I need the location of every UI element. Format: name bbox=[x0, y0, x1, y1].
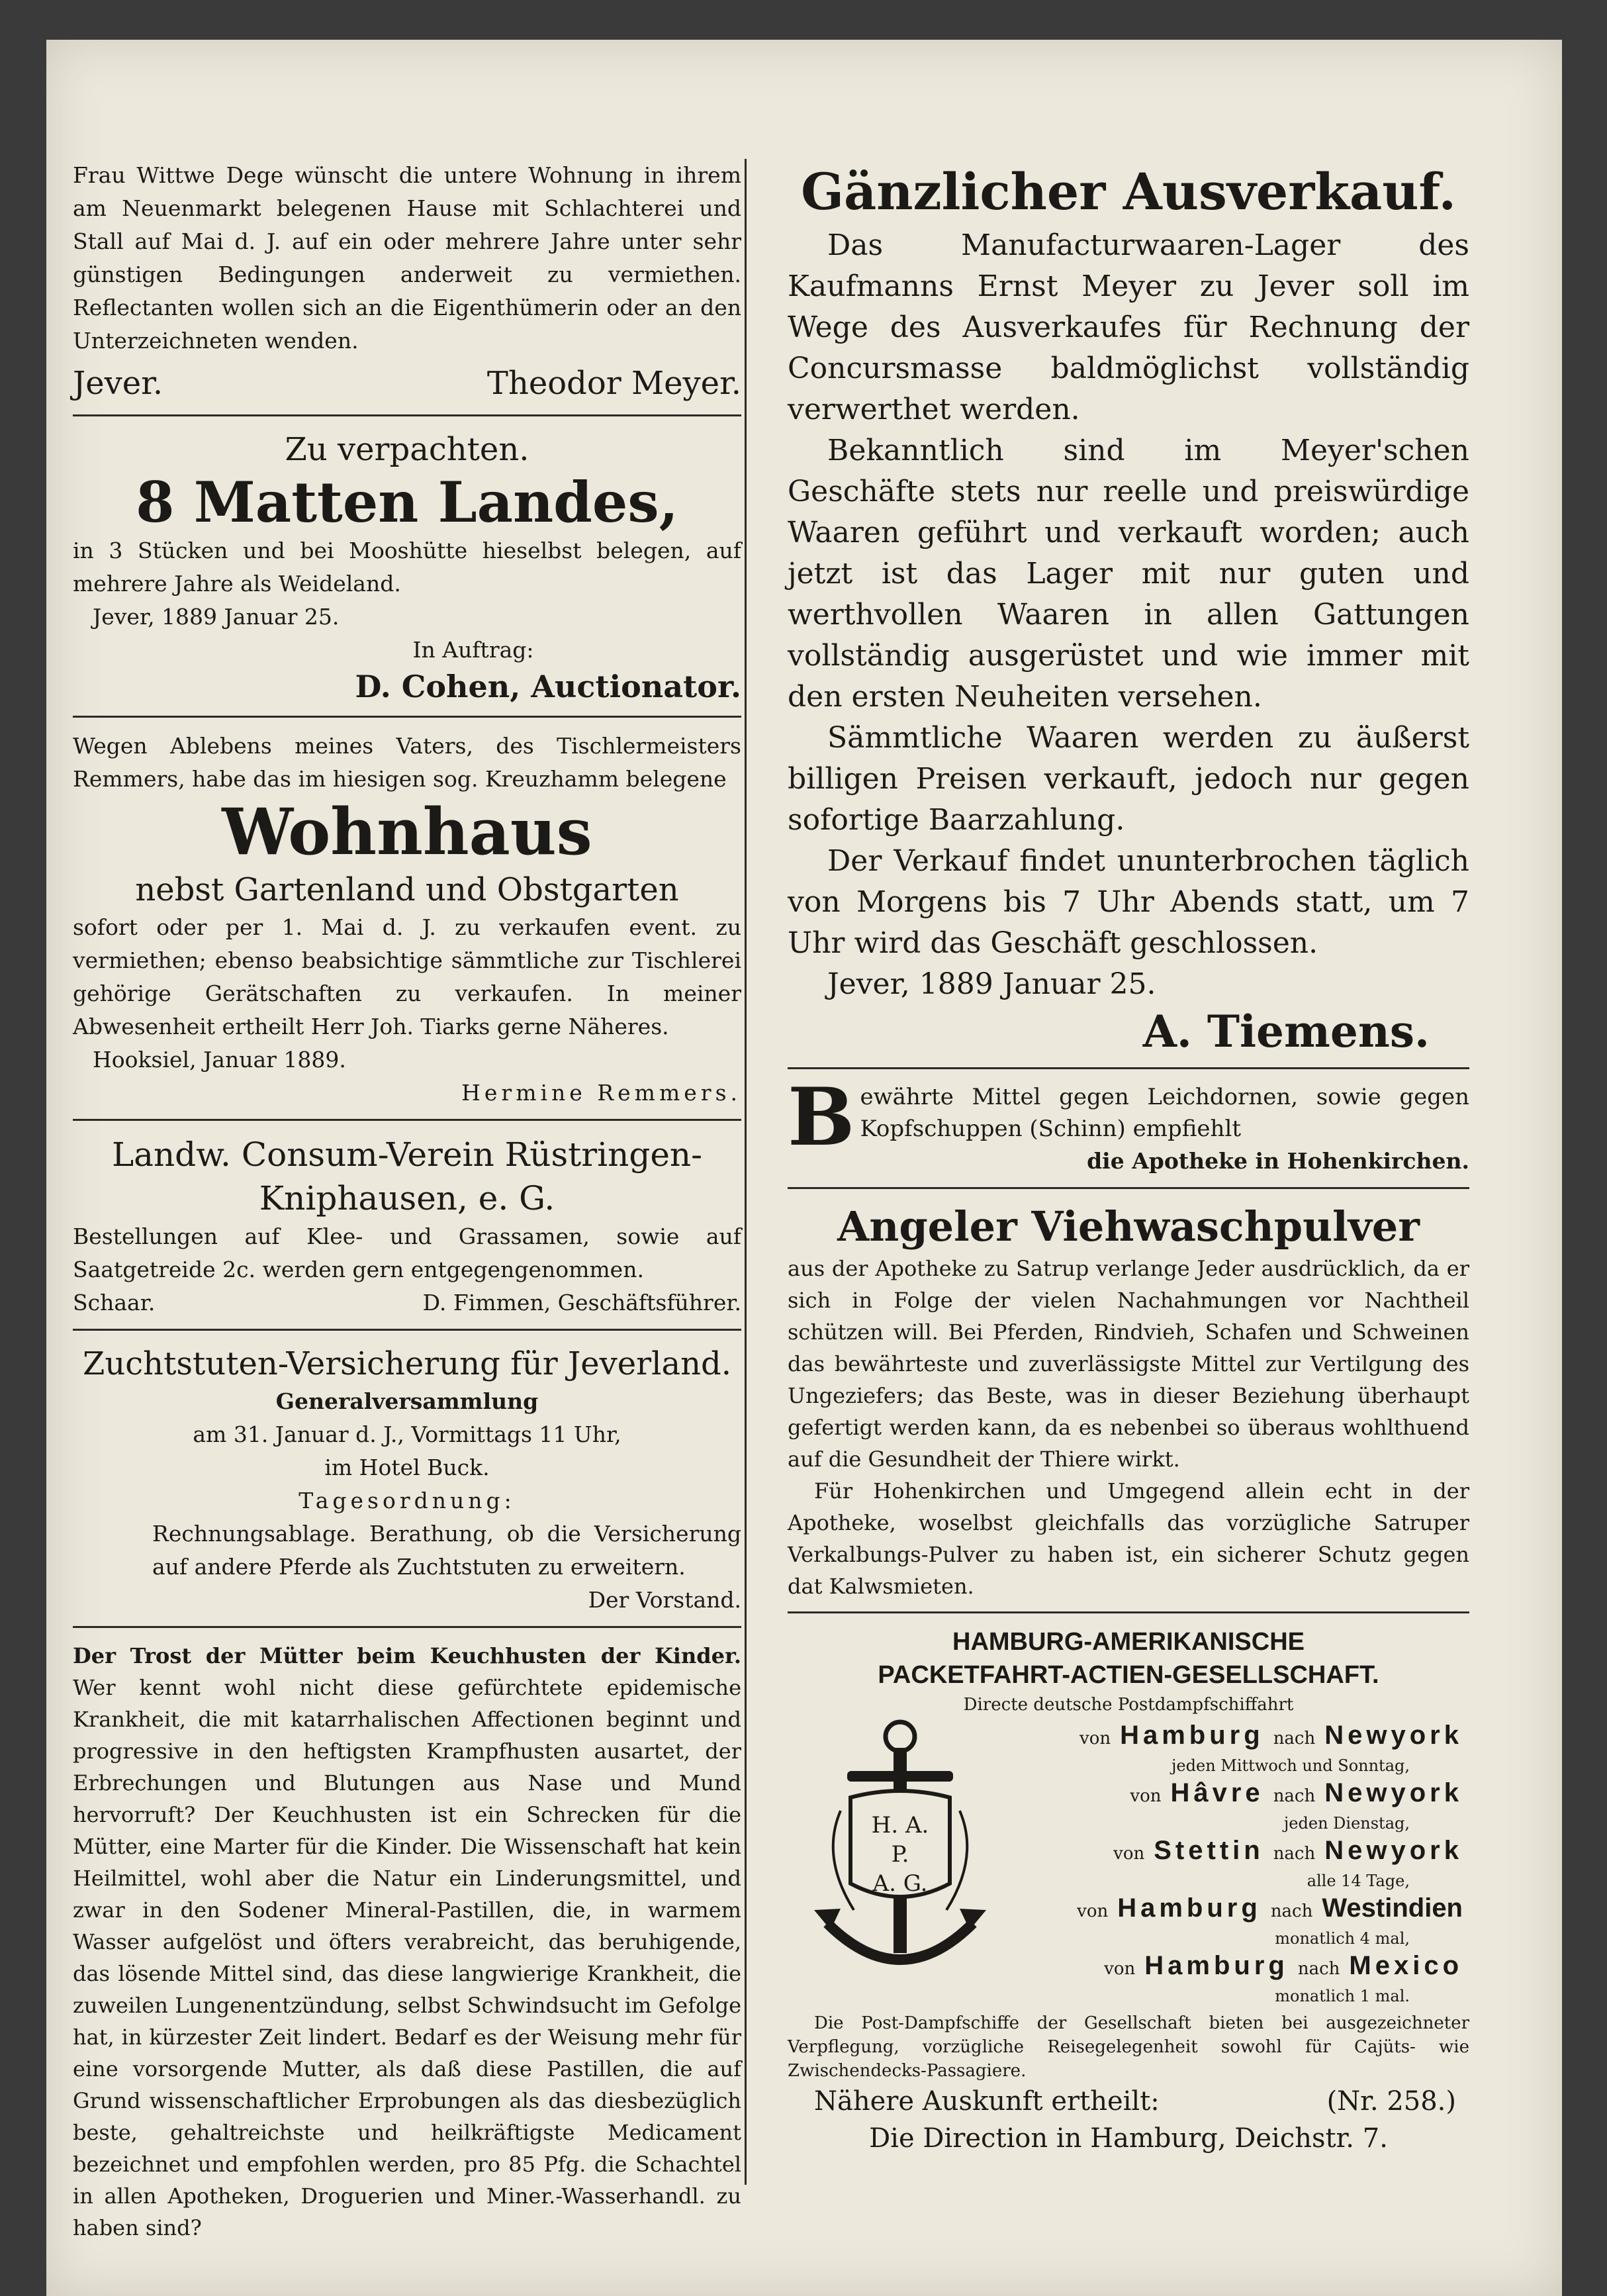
ad-number: (Nr. 258.) bbox=[1326, 2086, 1456, 2117]
route-to: Westindien bbox=[1322, 1893, 1463, 1923]
ad-intro: Wegen Ablebens meines Vaters, des Tischlermeisters Remmers, habe das im hiesigen sog. Kreuzhamm belegene bbox=[73, 733, 741, 792]
ad-date: Hooksiel, Januar 1889. bbox=[93, 1047, 346, 1073]
ad-title: Landw. Consum-Verein Rüstringen-Kniphausen, e. G. bbox=[111, 1135, 703, 1218]
right-column bbox=[788, 159, 1469, 2157]
anchor-emblem bbox=[801, 1711, 999, 1996]
ad-date: am 31. Januar d. J., Vormittags 11 Uhr, bbox=[193, 1421, 621, 1447]
rule bbox=[73, 716, 741, 718]
rule bbox=[73, 1329, 741, 1331]
ad-keuchhusten bbox=[73, 1640, 741, 2244]
ad-commission: In Auftrag: bbox=[412, 637, 534, 663]
rule bbox=[73, 1626, 741, 1628]
ad-place: Jever. bbox=[73, 365, 163, 402]
ad-signer: D. Cohen, Auctionator. bbox=[355, 669, 741, 704]
route-to: Mexico bbox=[1349, 1951, 1463, 1980]
route-to-word: nach bbox=[1273, 1844, 1316, 1864]
rule bbox=[788, 1611, 1469, 1613]
ad-viehwaschpulver bbox=[788, 1201, 1469, 1602]
ad-venue: im Hotel Buck. bbox=[324, 1455, 490, 1480]
ad-subtitle: nebst Gartenland und Obstgarten bbox=[135, 871, 679, 908]
ad-text: Frau Wittwe Dege wünscht die untere Wohnung in ihrem am Neuenmarkt belegenen Hause mit Schlachterei und Stall auf Mai d. J. auf ein oder mehrere Jahre unter sehr günstigen Bedingungen anderweit zu vermiethen. Reflectanten wollen sich an die Eigenthümerin oder an den Unterzeichneten wenden. bbox=[73, 162, 741, 354]
route-to: Newyork bbox=[1324, 1836, 1463, 1865]
ad-hapag bbox=[788, 1625, 1469, 2157]
route-frequency: jeden Mittwoch und Sonntag, bbox=[1171, 1756, 1410, 1775]
ad-subtitle: Generalversammlung bbox=[275, 1388, 539, 1414]
route-from: Stettin bbox=[1154, 1836, 1264, 1865]
ad-verpachten bbox=[73, 428, 741, 706]
ad-leichdornen bbox=[788, 1071, 1469, 1178]
ad-text-2: Bekanntlich sind im Meyer'schen Geschäfte stets nur reelle und preiswürdige Waaren geführt und verkauft worden; auch jetzt ist das Lager mit nur guten und werthvollen Waaren in allen Gattungen vollständig ausgerüstet und wie immer mit den ersten Neuheiten versehen. bbox=[788, 434, 1469, 714]
ad-ausverkauf bbox=[788, 159, 1469, 1058]
rule bbox=[73, 414, 741, 416]
route-frequency: monatlich 4 mal, bbox=[1275, 1929, 1410, 1948]
ad-signer: Der Vorstand. bbox=[588, 1587, 741, 1613]
ad-signer: Hermine Remmers. bbox=[461, 1080, 741, 1106]
route-from-word: von bbox=[1104, 1959, 1136, 1979]
ad-title-1: HAMBURG-AMERIKANISCHE bbox=[952, 1628, 1305, 1656]
rule bbox=[788, 1067, 1469, 1069]
ad-place: Schaar. bbox=[73, 1290, 156, 1315]
route-from-word: von bbox=[1113, 1844, 1145, 1864]
left-column bbox=[73, 159, 741, 2244]
ad-subtitle: Directe deutsche Postdampfschiffahrt bbox=[963, 1695, 1294, 1715]
route-to: Newyork bbox=[1324, 1778, 1463, 1807]
ad-signer: Die Direction in Hamburg, Deichstr. 7. bbox=[869, 2123, 1388, 2154]
ad-title: Wohnhaus bbox=[222, 794, 592, 869]
ad-agenda-label: Tagesordnung: bbox=[298, 1488, 516, 1513]
emblem-line: H. A. bbox=[871, 1812, 929, 1839]
ad-dropcap: B bbox=[788, 1071, 855, 1164]
route-to: Newyork bbox=[1324, 1721, 1463, 1750]
ad-lead: Der Trost der Mütter beim Keuchhusten der Kinder. bbox=[73, 1643, 741, 1668]
rule bbox=[73, 1119, 741, 1121]
ad-text-2: Für Hohenkirchen und Umgegend allein echt in der Apotheke, woselbst gleichfalls das vorzügliche Satruper Verkalbungs-Pulver zu haben ist, ein sicherer Schutz gegen dat Kalwsmieten. bbox=[788, 1478, 1469, 1599]
newspaper-page bbox=[46, 40, 1562, 2296]
ad-wohnung-vermieten bbox=[73, 159, 741, 405]
route-to-word: nach bbox=[1273, 1729, 1316, 1748]
ad-heading: Zu verpachten. bbox=[285, 431, 529, 468]
route-from: Hâvre bbox=[1170, 1778, 1264, 1807]
route-from: Hamburg bbox=[1144, 1951, 1289, 1980]
emblem-line: P. bbox=[891, 1841, 909, 1868]
ad-wohnhaus bbox=[73, 730, 741, 1110]
rule bbox=[788, 1187, 1469, 1189]
ad-text: Bestellungen auf Klee- und Grassamen, sowie auf Saatgetreide 2c. werden gern entgegengenommen. bbox=[73, 1223, 741, 1282]
ad-signer: A. Tiemens. bbox=[1142, 1006, 1430, 1057]
ad-date: Jever, 1889 Januar 25. bbox=[827, 967, 1156, 1001]
route-from-word: von bbox=[1077, 1901, 1109, 1921]
route-from-word: von bbox=[1079, 1729, 1111, 1748]
route-to-word: nach bbox=[1270, 1901, 1313, 1921]
ad-consum-verein bbox=[73, 1133, 741, 1319]
ad-title: Gänzlicher Ausverkauf. bbox=[801, 162, 1456, 221]
ad-signer: Theodor Meyer. bbox=[486, 365, 741, 402]
route-to-word: nach bbox=[1297, 1959, 1340, 1979]
ad-text-4: Der Verkauf findet ununterbrochen täglich von Morgens bis 7 Uhr Abends statt, um 7 Uhr wird das Geschäft geschlossen. bbox=[788, 844, 1469, 960]
ad-text: Wer kennt wohl nicht diese gefürchtete epidemische Krankheit, die mit katarrhalischen Affectionen beginnt und progressive in den heftigsten Krampfhusten ausartet, der Erbrechungen und Blutungen aus Nase und Mund hervorruft? Der Keuchhusten ist ein Schrecken für die Mütter, eine Marter für die Kinder. Die Wissenschaft hat kein Heilmittel, wohl aber die Natur ein Linderungsmittel, und zwar in den Sodener Mineral-Pastillen, die, in warmem Wasser aufgelöst und öfters verabreicht, das beruhigende, das lösende Mittel sind, das diese langwierige Krankheit, die zuweilen Lungenentzündung, selbst Schwindsucht im Gefolge hat, in kürzester Zeit lindert. Bedarf es der Weisung mehr für eine vorsorgende Mutter, als daß diese Pastillen, die auf Grund wissenschaftlicher Erprobungen als das diesbezüglich beste, gehaltreichste und heilkräftigste Medicament bezeichnet und empfohlen werden, pro 85 Pfg. die Schachtel in allen Apotheken, Droguerien und Miner.-Wasserhandl. zu haben sind? bbox=[73, 1675, 741, 2240]
ad-note: Die Post-Dampfschiffe der Gesellschaft bieten bei ausgezeichneter Verpflegung, vorzügliche Reisegelegenheit sowohl für Cajüts- wie Zwischendecks-Passagiere. bbox=[788, 2013, 1469, 2081]
route-from: Hamburg bbox=[1117, 1893, 1262, 1923]
column-divider bbox=[745, 159, 747, 2185]
ad-text-1: aus der Apotheke zu Satrup verlange Jeder ausdrücklich, da er sich in Folge der vielen Nachahmungen vor Nachtheil schützen will. Bei Pferden, Rindvieh, Schafen und Schweinen das bewährteste und zuverlässigste Mittel zur Vertilgung des Ungeziefers; das Beste, was in dieser Beziehung überhaupt gefertigt werden kann, da es nebenbei so überaus wohlthuend auf die Gesundheit der Thiere wirkt. bbox=[788, 1256, 1469, 1472]
ad-info-label: Nähere Auskunft ertheilt: bbox=[814, 2086, 1160, 2117]
route-from-word: von bbox=[1130, 1786, 1162, 1806]
ad-zuchtstuten bbox=[73, 1343, 741, 1617]
ad-title-2: PACKETFAHRT-ACTIEN-GESELLSCHAFT. bbox=[878, 1661, 1379, 1689]
ad-title: Zuchtstuten-Versicherung für Jeverland. bbox=[83, 1345, 731, 1382]
ad-text: sofort oder per 1. Mai d. J. zu verkaufen event. zu vermiethen; ebenso beabsichtige sämmtliche zur Tischlerei gehörige Gerätschaften zu verkaufen. In meiner Abwesenheit ertheilt Herr Joh. Tiarks gerne Näheres. bbox=[73, 914, 741, 1039]
ad-text: in 3 Stücken und bei Mooshütte hieselbst belegen, auf mehrere Jahre als Weideland. bbox=[73, 538, 741, 597]
route-frequency: monatlich 1 mal. bbox=[1275, 1987, 1410, 2005]
emblem-line: A. G. bbox=[872, 1870, 928, 1897]
ad-text-3: Sämmtliche Waaren werden zu äußerst billigen Preisen verkauft, jedoch nur gegen sofortige Baarzahlung. bbox=[788, 721, 1469, 837]
ad-text: ewährte Mittel gegen Leichdornen, sowie gegen Kopfschuppen (Schinn) empfiehlt bbox=[860, 1084, 1469, 1142]
ad-date: Jever, 1889 Januar 25. bbox=[93, 604, 340, 630]
ad-title: 8 Matten Landes, bbox=[136, 469, 678, 535]
ad-agenda: Rechnungsablage. Berathung, ob die Versicherung auf andere Pferde als Zuchtstuten zu erweitern. bbox=[152, 1521, 741, 1580]
route-from: Hamburg bbox=[1120, 1721, 1264, 1750]
ad-title: Angeler Viehwaschpulver bbox=[837, 1202, 1420, 1251]
ad-signer: die Apotheke in Hohenkirchen. bbox=[1087, 1148, 1469, 1174]
ad-text-1: Das Manufacturwaaren-Lager des Kaufmanns Ernst Meyer zu Jever soll im Wege des Ausverkaufes für Rechnung der Concursmasse baldmöglichst vollständig verwerthet werden. bbox=[788, 228, 1469, 426]
route-frequency: jeden Dienstag, bbox=[1283, 1814, 1410, 1833]
ad-signer: D. Fimmen, Geschäftsführer. bbox=[422, 1290, 741, 1315]
route-to-word: nach bbox=[1273, 1786, 1316, 1806]
route-frequency: alle 14 Tage, bbox=[1307, 1872, 1410, 1890]
